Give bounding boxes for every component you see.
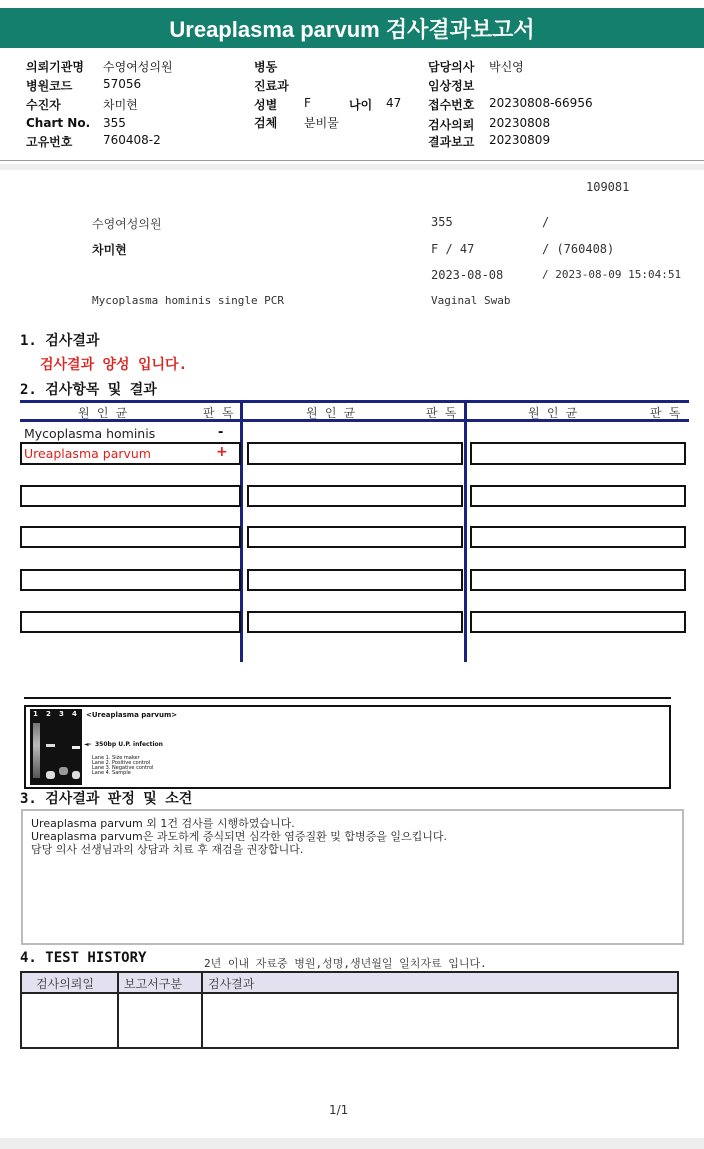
result-cell xyxy=(470,569,686,591)
gel-band xyxy=(33,723,40,778)
table-top-rule xyxy=(20,400,689,403)
result-cell xyxy=(247,485,463,507)
result-cell xyxy=(247,611,463,633)
gel-band xyxy=(72,771,80,779)
gel-legend-item: Lane 2. Positive control xyxy=(92,760,151,766)
history-table xyxy=(20,971,679,1049)
clinical-label: 임상정보 xyxy=(428,79,475,93)
header-info xyxy=(0,48,704,158)
gel-legend-item: Lane 1. Size maker xyxy=(92,755,140,761)
history-header-row xyxy=(22,973,677,994)
gel-image-panel xyxy=(24,705,671,789)
ward-label: 병동 xyxy=(254,60,278,74)
request-label: 검사의뢰 xyxy=(428,118,475,132)
result-cell xyxy=(20,611,241,633)
result-cell xyxy=(470,442,686,465)
specimen-value: 분비물 xyxy=(304,116,339,130)
age-value: 47 xyxy=(386,96,402,110)
gel-lane-number: 3 xyxy=(59,710,64,718)
info-date2: / 2023-08-09 15:04:51 xyxy=(542,268,682,281)
doc-number: 109081 xyxy=(586,180,630,194)
patient-info xyxy=(0,170,704,315)
history-col-result: 검사결과 xyxy=(208,977,255,991)
gel-arrow-icon: ◄- xyxy=(84,741,92,748)
code-label: 병원코드 xyxy=(26,79,73,93)
col-judgement-1: 판 독 xyxy=(203,406,234,420)
id-value: 760408-2 xyxy=(103,133,161,147)
specimen-label: 검체 xyxy=(254,116,278,130)
request-value: 20230808 xyxy=(489,116,551,130)
header-divider xyxy=(0,160,704,161)
result-cell xyxy=(20,485,241,507)
gel-band xyxy=(72,746,80,749)
history-col-date: 검사의뢰일 xyxy=(36,977,94,991)
result-table xyxy=(20,400,689,662)
gel-band-label: 350bp U.P. infection xyxy=(95,741,163,748)
info-chart: 355 xyxy=(431,215,453,229)
page-number: 1/1 xyxy=(329,1103,349,1117)
result-cell xyxy=(247,442,463,465)
result-cell xyxy=(247,569,463,591)
gel-legend-item: Lane 4. Sample xyxy=(92,770,131,776)
gel-image xyxy=(30,709,82,785)
hospital-label: 의뢰기관명 xyxy=(26,60,84,74)
section2-title: 2. 검사항목 및 결과 xyxy=(20,382,157,398)
col-judgement-2: 판 독 xyxy=(426,406,457,420)
info-sample: Vaginal Swab xyxy=(431,294,511,307)
opinion-line: Ureaplasma parvum은 과도하게 증식되면 심각한 염증질환 및 합병증을 일으킵니다. xyxy=(31,830,447,843)
history-note: 2년 이내 자료중 병원,성명,생년월일 일치자료 입니다. xyxy=(204,957,487,970)
organism-result: - xyxy=(218,425,224,440)
report-value: 20230809 xyxy=(489,133,551,147)
footer-bar xyxy=(0,1138,704,1149)
result-cell xyxy=(247,526,463,548)
col-organism-2: 원 인 균 xyxy=(306,406,356,420)
gel-lane-number: 1 xyxy=(33,710,38,718)
chart-value: 355 xyxy=(103,116,126,130)
gel-lane-number: 4 xyxy=(72,710,77,718)
history-col-divider-1 xyxy=(117,973,119,1047)
opinion-text xyxy=(31,817,447,856)
info-birth: / (760408) xyxy=(542,242,615,256)
report-label: 결과보고 xyxy=(428,135,475,149)
result-cell xyxy=(470,485,686,507)
gel-title: <Ureaplasma parvum> xyxy=(86,711,178,719)
doctor-label: 담당의사 xyxy=(428,60,475,74)
gel-lane-number: 2 xyxy=(46,710,51,718)
result-summary: 검사결과 양성 입니다. xyxy=(40,357,188,373)
info-test: Mycoplasma hominis single PCR xyxy=(92,294,285,307)
col-judgement-3: 판 독 xyxy=(650,406,681,420)
sex-label: 성별 xyxy=(254,98,278,112)
gel-band xyxy=(59,767,68,775)
receipt-value: 20230808-66956 xyxy=(489,96,593,110)
col-organism-1: 원 인 균 xyxy=(78,406,128,420)
result-cell xyxy=(20,569,241,591)
gel-band xyxy=(46,744,55,747)
age-label: 나이 xyxy=(349,98,373,112)
gel-band xyxy=(46,771,55,779)
hospital-value: 수영여성의원 xyxy=(103,60,173,74)
result-cell xyxy=(20,526,241,548)
info-date1: 2023-08-08 xyxy=(431,268,504,282)
organism-name: Ureaplasma parvum xyxy=(24,446,151,461)
opinion-line: Ureaplasma parvum 외 1건 검사를 시행하였습니다. xyxy=(31,817,295,830)
code-value: 57056 xyxy=(103,77,142,91)
gel-top-rule xyxy=(24,697,671,699)
opinion-line: 담당 의사 선생님과의 상담과 치료 후 재검을 권장합니다. xyxy=(31,843,304,856)
chart-label: Chart No. xyxy=(26,116,91,130)
patient-value: 차미현 xyxy=(103,98,138,112)
info-sex-age: F / 47 xyxy=(431,242,475,256)
patient-label: 수진자 xyxy=(26,98,61,112)
id-label: 고유번호 xyxy=(26,135,73,149)
opinion-box xyxy=(21,809,684,945)
table-col-divider-2 xyxy=(464,400,467,662)
result-cell xyxy=(470,611,686,633)
history-col-type: 보고서구분 xyxy=(124,977,182,991)
dept-label: 진료과 xyxy=(254,79,289,93)
info-patient: 차미현 xyxy=(92,243,127,257)
organism-result: + xyxy=(216,444,228,460)
section4-title: 4. TEST HISTORY xyxy=(20,950,147,966)
report-title: Ureaplasma parvum 검사결과보고서 xyxy=(0,8,704,48)
section1-title: 1. 검사결과 xyxy=(20,333,100,349)
history-col-divider-2 xyxy=(201,973,203,1047)
info-hospital: 수영여성의원 xyxy=(92,217,162,231)
sex-value: F xyxy=(304,96,311,110)
col-organism-3: 원 인 균 xyxy=(528,406,578,420)
doctor-value: 박신영 xyxy=(489,60,524,74)
info-slash: / xyxy=(542,215,550,229)
receipt-label: 접수번호 xyxy=(428,98,475,112)
result-cell xyxy=(470,526,686,548)
section3-title: 3. 검사결과 판정 및 소견 xyxy=(20,791,193,807)
gel-legend-item: Lane 3. Negative control xyxy=(92,765,154,771)
organism-name: Mycoplasma hominis xyxy=(24,426,156,441)
